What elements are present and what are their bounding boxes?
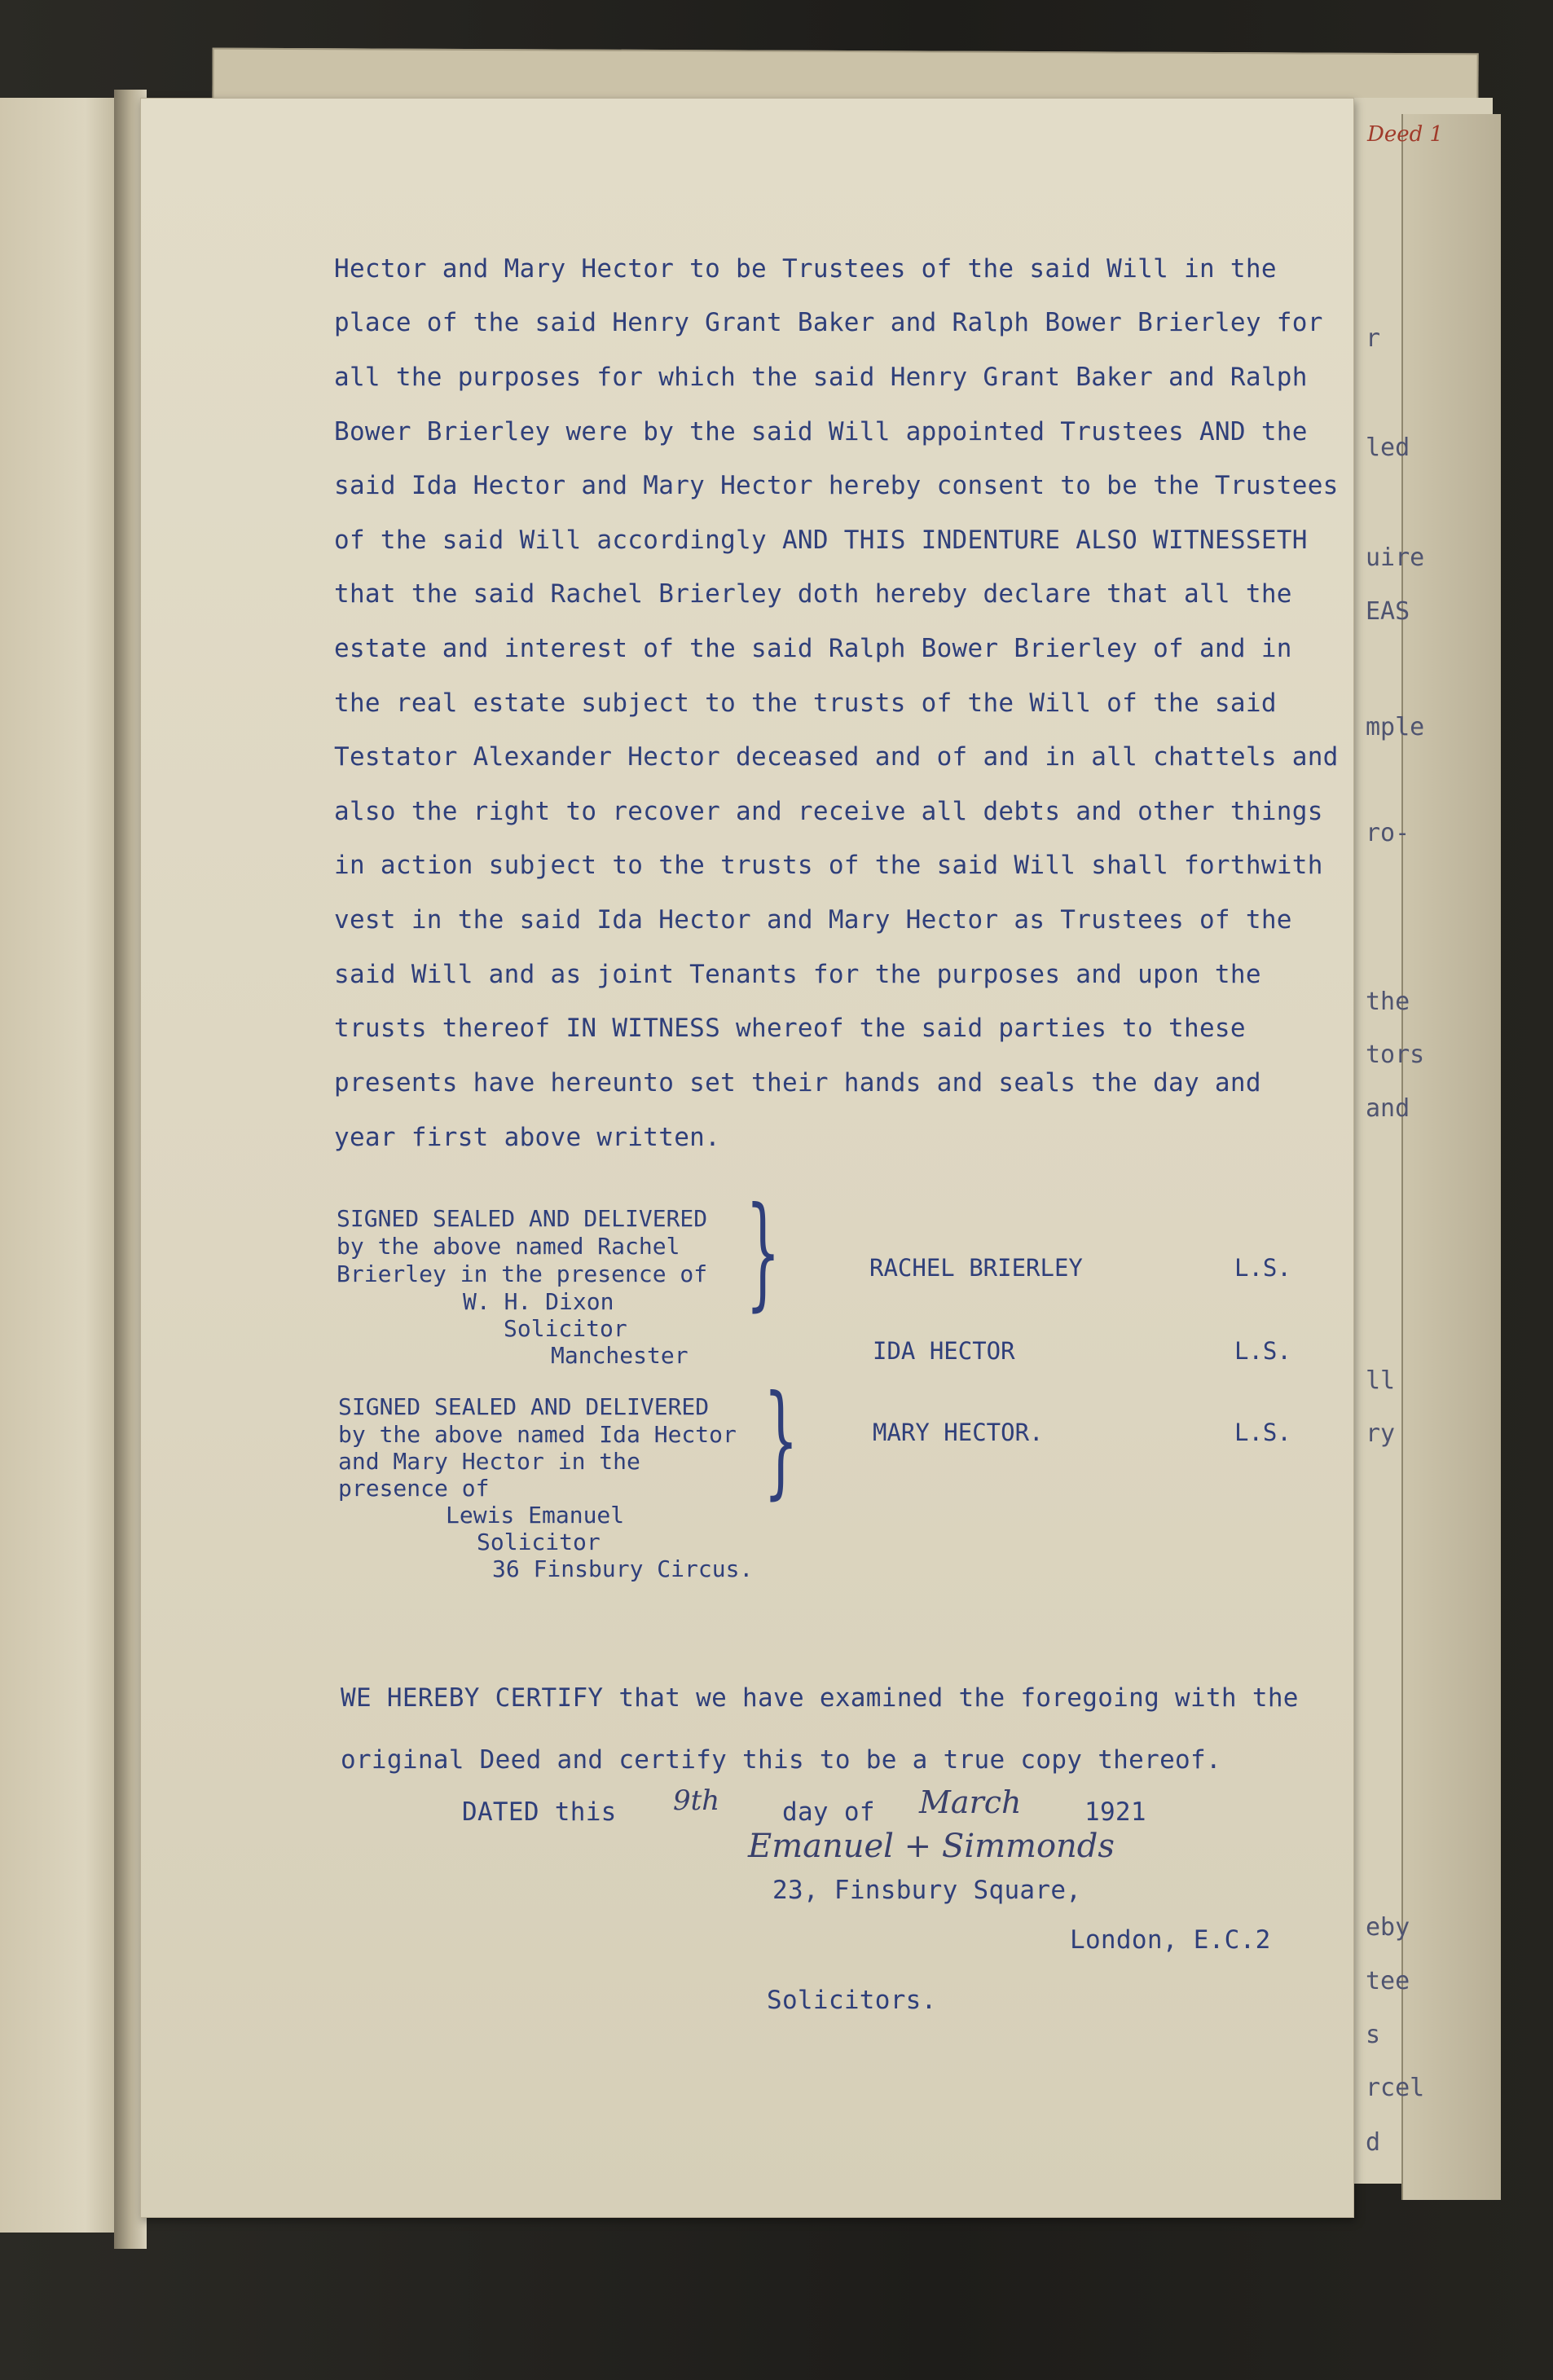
- attestation-line: and Mary Hector in the: [338, 1448, 640, 1475]
- firm-role: Solicitors.: [767, 1986, 937, 2015]
- attestation-line: presence of: [338, 1475, 490, 1502]
- edge-fragment: rcel: [1366, 2074, 1425, 2102]
- firm-signature: Emanuel + Simmonds: [748, 1828, 1115, 1865]
- body-line: year first above written.: [334, 1123, 721, 1152]
- underlying-page-edge-far: [1401, 114, 1501, 2200]
- firm-address-line: London, E.C.2: [1070, 1925, 1271, 1955]
- edge-fragment: ry: [1366, 1419, 1396, 1448]
- edge-fragment: tee: [1366, 1967, 1410, 1995]
- certificate-line: original Deed and certify this to be a true copy thereof.: [341, 1745, 1221, 1775]
- edge-fragment: the: [1366, 988, 1410, 1016]
- witness-name: W. H. Dixon: [463, 1288, 614, 1315]
- left-facing-page: [0, 98, 125, 2233]
- day-of-label: day of: [782, 1797, 875, 1827]
- brace-symbol: }: [746, 1181, 781, 1323]
- seal-mark: L.S.: [1234, 1337, 1291, 1365]
- edge-fragment: tors: [1366, 1040, 1425, 1069]
- margin-marker: Deed 1: [1367, 122, 1444, 147]
- body-line: trusts thereof IN WITNESS whereof the said parties to these: [334, 1014, 1246, 1043]
- body-line: Hector and Mary Hector to be Trustees of the said Will in the: [334, 254, 1277, 284]
- certificate-line: WE HEREBY CERTIFY that we have examined the foregoing with the: [341, 1683, 1299, 1713]
- body-line: of the said Will accordingly AND THIS INDENTURE ALSO WITNESSETH: [334, 526, 1308, 555]
- edge-fragment: ro-: [1366, 819, 1410, 847]
- signatory-rachel-brierley: RACHEL BRIERLEY: [869, 1254, 1083, 1282]
- firm-address-line: 23, Finsbury Square,: [772, 1876, 1082, 1905]
- body-line: vest in the said Ida Hector and Mary Hector as Trustees of the: [334, 905, 1292, 935]
- body-line: Testator Alexander Hector deceased and of and in all chattels and: [334, 742, 1339, 772]
- body-line: place of the said Henry Grant Baker and Ralph Bower Brierley for: [334, 308, 1323, 337]
- witness-location: Manchester: [551, 1342, 689, 1369]
- body-line: presents have hereunto set their hands and seals the day and: [334, 1068, 1261, 1098]
- witness-name: Lewis Emanuel: [446, 1502, 625, 1529]
- body-line: also the right to recover and receive all debts and other things: [334, 797, 1323, 826]
- edge-fragment: d: [1366, 2128, 1381, 2157]
- edge-fragment: r: [1366, 324, 1381, 353]
- attestation-line: SIGNED SEALED AND DELIVERED: [337, 1205, 708, 1232]
- edge-fragment: and: [1366, 1094, 1410, 1123]
- body-line: all the purposes for which the said Henry Grant Baker and Ralph: [334, 363, 1308, 392]
- dated-label: DATED this: [462, 1797, 617, 1827]
- attestation-line: Brierley in the presence of: [337, 1260, 708, 1287]
- edge-fragment: mple: [1366, 713, 1425, 741]
- attestation-line: by the above named Rachel: [337, 1233, 680, 1260]
- attestation-line: SIGNED SEALED AND DELIVERED: [338, 1393, 710, 1420]
- document-page: [140, 98, 1354, 2218]
- body-line: said Will and as joint Tenants for the purposes and upon the: [334, 960, 1261, 989]
- edge-fragment: EAS: [1366, 597, 1410, 626]
- body-line: estate and interest of the said Ralph Bower Brierley of and in: [334, 634, 1292, 663]
- edge-fragment: led: [1366, 433, 1410, 462]
- body-line: in action subject to the trusts of the said Will shall forthwith: [334, 851, 1323, 880]
- body-line: the real estate subject to the trusts of the Will of the said: [334, 688, 1277, 718]
- body-line: that the said Rachel Brierley doth hereby declare that all the: [334, 579, 1292, 609]
- body-line: Bower Brierley were by the said Will appointed Trustees AND the: [334, 417, 1308, 447]
- attestation-line: by the above named Ida Hector: [338, 1421, 737, 1448]
- year: 1921: [1084, 1797, 1146, 1827]
- witness-address: 36 Finsbury Circus.: [492, 1555, 754, 1582]
- handwritten-day: 9th: [673, 1784, 720, 1817]
- signatory-mary-hector: MARY HECTOR.: [873, 1419, 1044, 1446]
- handwritten-month: March: [919, 1784, 1022, 1820]
- edge-fragment: s: [1366, 2021, 1381, 2049]
- seal-mark: L.S.: [1234, 1419, 1291, 1446]
- signatory-ida-hector: IDA HECTOR: [873, 1337, 1015, 1365]
- body-line: said Ida Hector and Mary Hector hereby consent to be the Trustees: [334, 471, 1339, 500]
- edge-fragment: eby: [1366, 1913, 1410, 1942]
- seal-mark: L.S.: [1234, 1254, 1291, 1282]
- witness-title: Solicitor: [477, 1529, 601, 1555]
- brace-symbol: }: [763, 1370, 798, 1511]
- edge-fragment: ll: [1366, 1366, 1396, 1395]
- edge-fragment: uire: [1366, 543, 1425, 572]
- witness-title: Solicitor: [504, 1315, 627, 1342]
